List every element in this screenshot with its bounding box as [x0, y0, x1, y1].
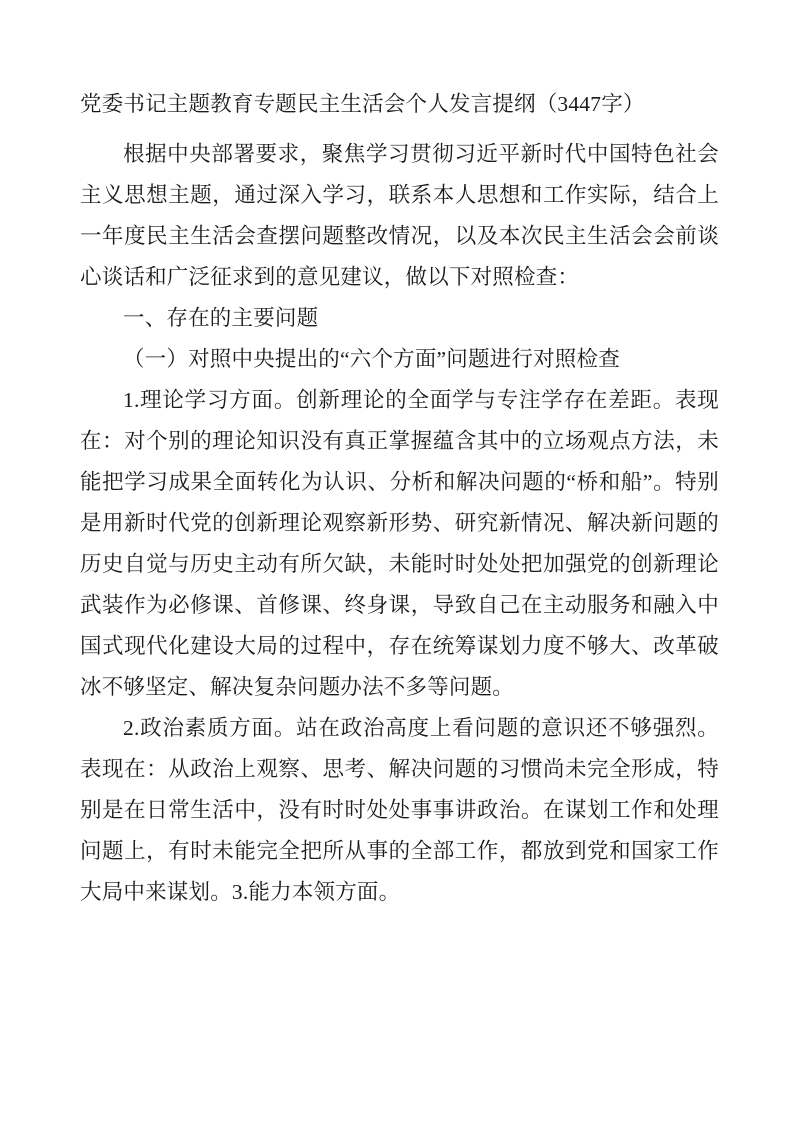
- paragraph-3: 2.政治素质方面。站在政治高度上看问题的意识还不够强烈。表现在：从政治上观察、思考、解决问题的习惯尚未完全形成，特别是在日常生活中，没有时时处处事事讲政治。在谋划工作和处理问题上，有时未能完全把所从事的全部工作，都放到党和国家工作大局中来谋划。3.能力本领方面。: [80, 716, 719, 905]
- subsection-heading-1: （一）对照中央提出的“六个方面”问题进行对照检查: [123, 347, 620, 372]
- section-heading-1: 一、存在的主要问题: [123, 306, 319, 331]
- paragraph-2: 1.理论学习方面。创新理论的全面学与专注学存在差距。表现在：对个别的理论知识没有真正掌握蕴含其中的立场观点方法，未能把学习成果全面转化为认识、分析和解决问题的“桥和船”。特别是用新时代党的创新理论观察新形势、研究新情况、解决新问题的历史自觉与历史主动有所欠缺，未能时时处处把加强党的创新理论武装作为必修课、首修课、终身课，导致自己在主动服务和融入中国式现代化建设大局的过程中，存在统筹谋划力度不够大、改革破冰不够坚定、解决复杂问题办法不多等问题。: [80, 388, 719, 700]
- document-title: 党委书记主题教育专题民主生活会个人发言提纲（3447字）: [80, 92, 645, 116]
- paragraph-1: 根据中央部署要求，聚焦学习贯彻习近平新时代中国特色社会主义思想主题，通过深入学习，联系本人思想和工作实际，结合上一年度民主生活会查摆问题整改情况，以及本次民主生活会会前谈心谈话和广泛征求到的意见建议，做以下对照检查：: [80, 142, 719, 290]
